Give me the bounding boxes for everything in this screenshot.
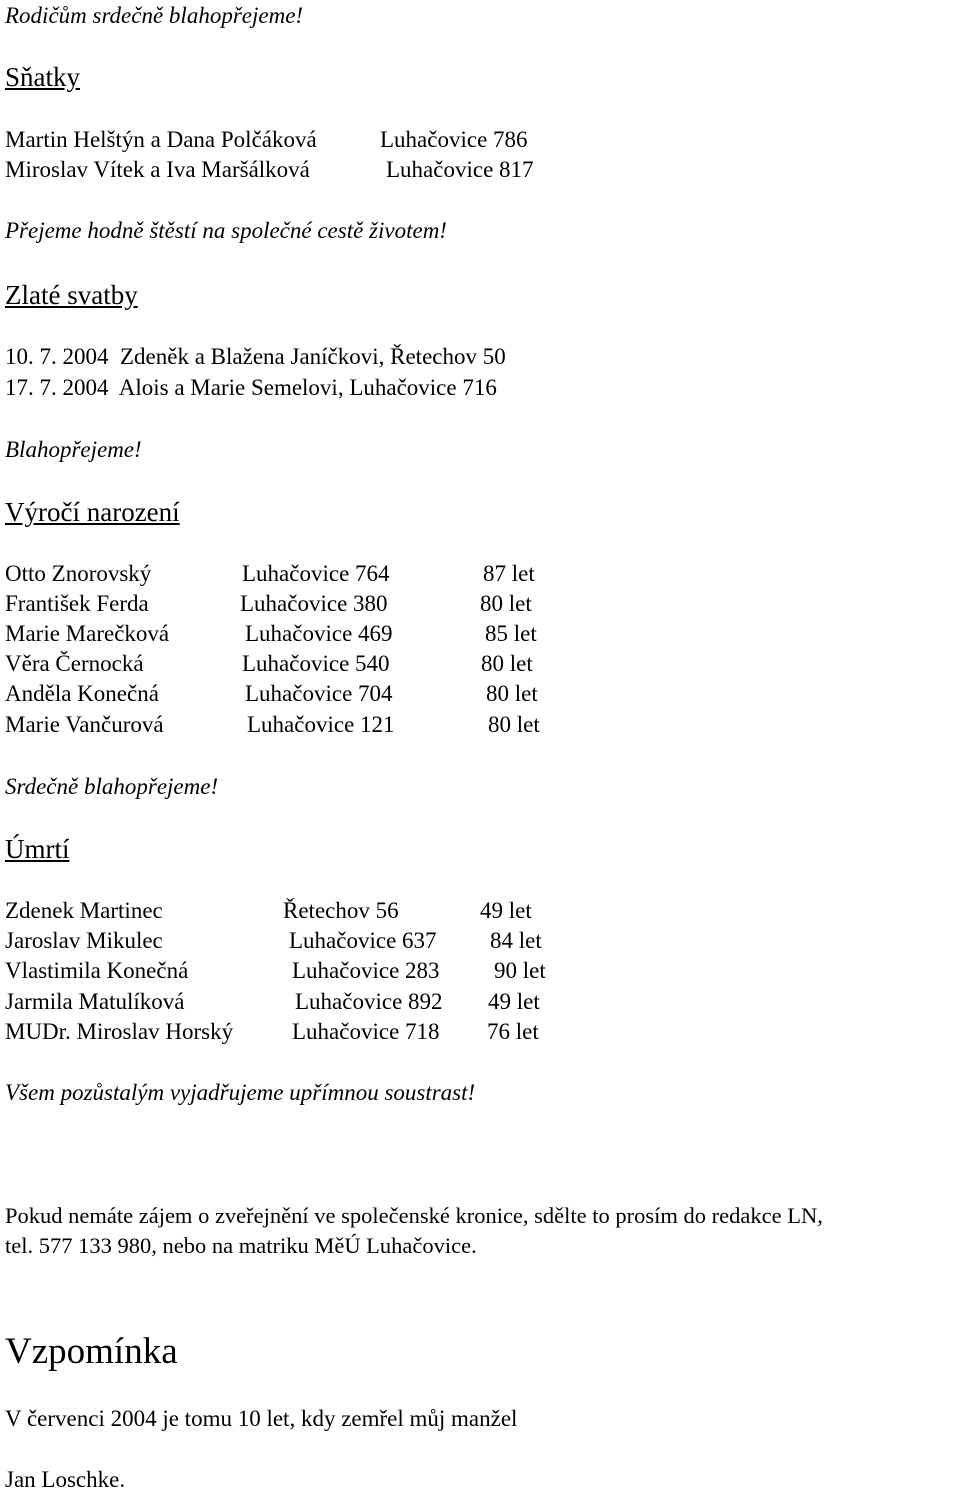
marriage-names-1: Martin Helštýn a Dana Polčáková xyxy=(5,127,317,152)
birthdays-wish: Srdečně blahopřejeme! xyxy=(5,774,219,799)
marriage-names-2: Miroslav Vítek a Iva Maršálková xyxy=(5,157,310,182)
golden-weddings-heading: Zlaté svatby xyxy=(5,280,138,310)
golden-wedding-row-1: 10. 7. 2004 Zdeněk a Blažena Janíčkovi, Řetechov 50 xyxy=(5,344,506,369)
marriages-wish: Přejeme hodně štěstí na společné cestě životem! xyxy=(5,218,447,243)
birthday-name: Marie Marečková xyxy=(5,621,170,646)
memorial-name: Jan Loschke. xyxy=(5,1467,126,1492)
birthday-place: Luhačovice 380 xyxy=(240,591,388,616)
death-name: Jarmila Matulíková xyxy=(5,989,185,1014)
birthday-age: 80 let xyxy=(488,712,540,737)
birthday-age: 87 let xyxy=(483,561,535,586)
birthday-name: Věra Černocká xyxy=(5,651,144,676)
notice-line-2: tel. 577 133 980, nebo na matriku MěÚ Luhačovice. xyxy=(5,1233,477,1258)
birthday-place: Luhačovice 121 xyxy=(247,712,395,737)
death-age: 84 let xyxy=(490,928,542,953)
memorial-heading: Vzpomínka xyxy=(5,1331,178,1372)
marriages-heading: Sňatky xyxy=(5,62,81,92)
death-age: 90 let xyxy=(494,958,546,983)
marriage-place-1: Luhačovice 786 xyxy=(380,127,528,152)
birthday-place: Luhačovice 764 xyxy=(242,561,390,586)
golden-wedding-row-2: 17. 7. 2004 Alois a Marie Semelovi, Luhačovice 716 xyxy=(5,375,497,400)
death-name: Vlastimila Konečná xyxy=(5,958,189,983)
birthday-name: František Ferda xyxy=(5,591,149,616)
birthday-place: Luhačovice 540 xyxy=(242,651,390,676)
memorial-text: V červenci 2004 je tomu 10 let, kdy zemřel můj manžel xyxy=(5,1406,518,1431)
birthday-age: 85 let xyxy=(485,621,537,646)
deaths-wish: Všem pozůstalým vyjadřujeme upřímnou soustrast! xyxy=(5,1080,476,1105)
birthday-age: 80 let xyxy=(480,591,532,616)
death-age: 76 let xyxy=(487,1019,539,1044)
birthday-age: 80 let xyxy=(481,651,533,676)
death-place: Luhačovice 892 xyxy=(295,989,443,1014)
death-age: 49 let xyxy=(480,898,532,923)
death-name: Jaroslav Mikulec xyxy=(5,928,163,953)
birthdays-heading: Výročí narození xyxy=(5,497,180,527)
golden-weddings-wish: Blahopřejeme! xyxy=(5,437,142,462)
birthday-name: Marie Vančurová xyxy=(5,712,164,737)
death-place: Luhačovice 718 xyxy=(292,1019,440,1044)
intro-wish: Rodičům srdečně blahopřejeme! xyxy=(5,3,304,28)
birthday-age: 80 let xyxy=(486,681,538,706)
death-place: Řetechov 56 xyxy=(283,898,399,923)
notice-line-1: Pokud nemáte zájem o zveřejnění ve společenské kronice, sdělte to prosím do redakce LN, xyxy=(5,1203,823,1228)
death-place: Luhačovice 283 xyxy=(292,958,440,983)
marriage-place-2: Luhačovice 817 xyxy=(386,157,534,182)
birthday-place: Luhačovice 704 xyxy=(245,681,393,706)
death-age: 49 let xyxy=(488,989,540,1014)
birthday-name: Anděla Konečná xyxy=(5,681,159,706)
death-name: Zdenek Martinec xyxy=(5,898,163,923)
birthday-name: Otto Znorovský xyxy=(5,561,152,586)
birthday-place: Luhačovice 469 xyxy=(245,621,393,646)
death-place: Luhačovice 637 xyxy=(289,928,437,953)
death-name: MUDr. Miroslav Horský xyxy=(5,1019,234,1044)
deaths-heading: Úmrtí xyxy=(5,834,70,864)
